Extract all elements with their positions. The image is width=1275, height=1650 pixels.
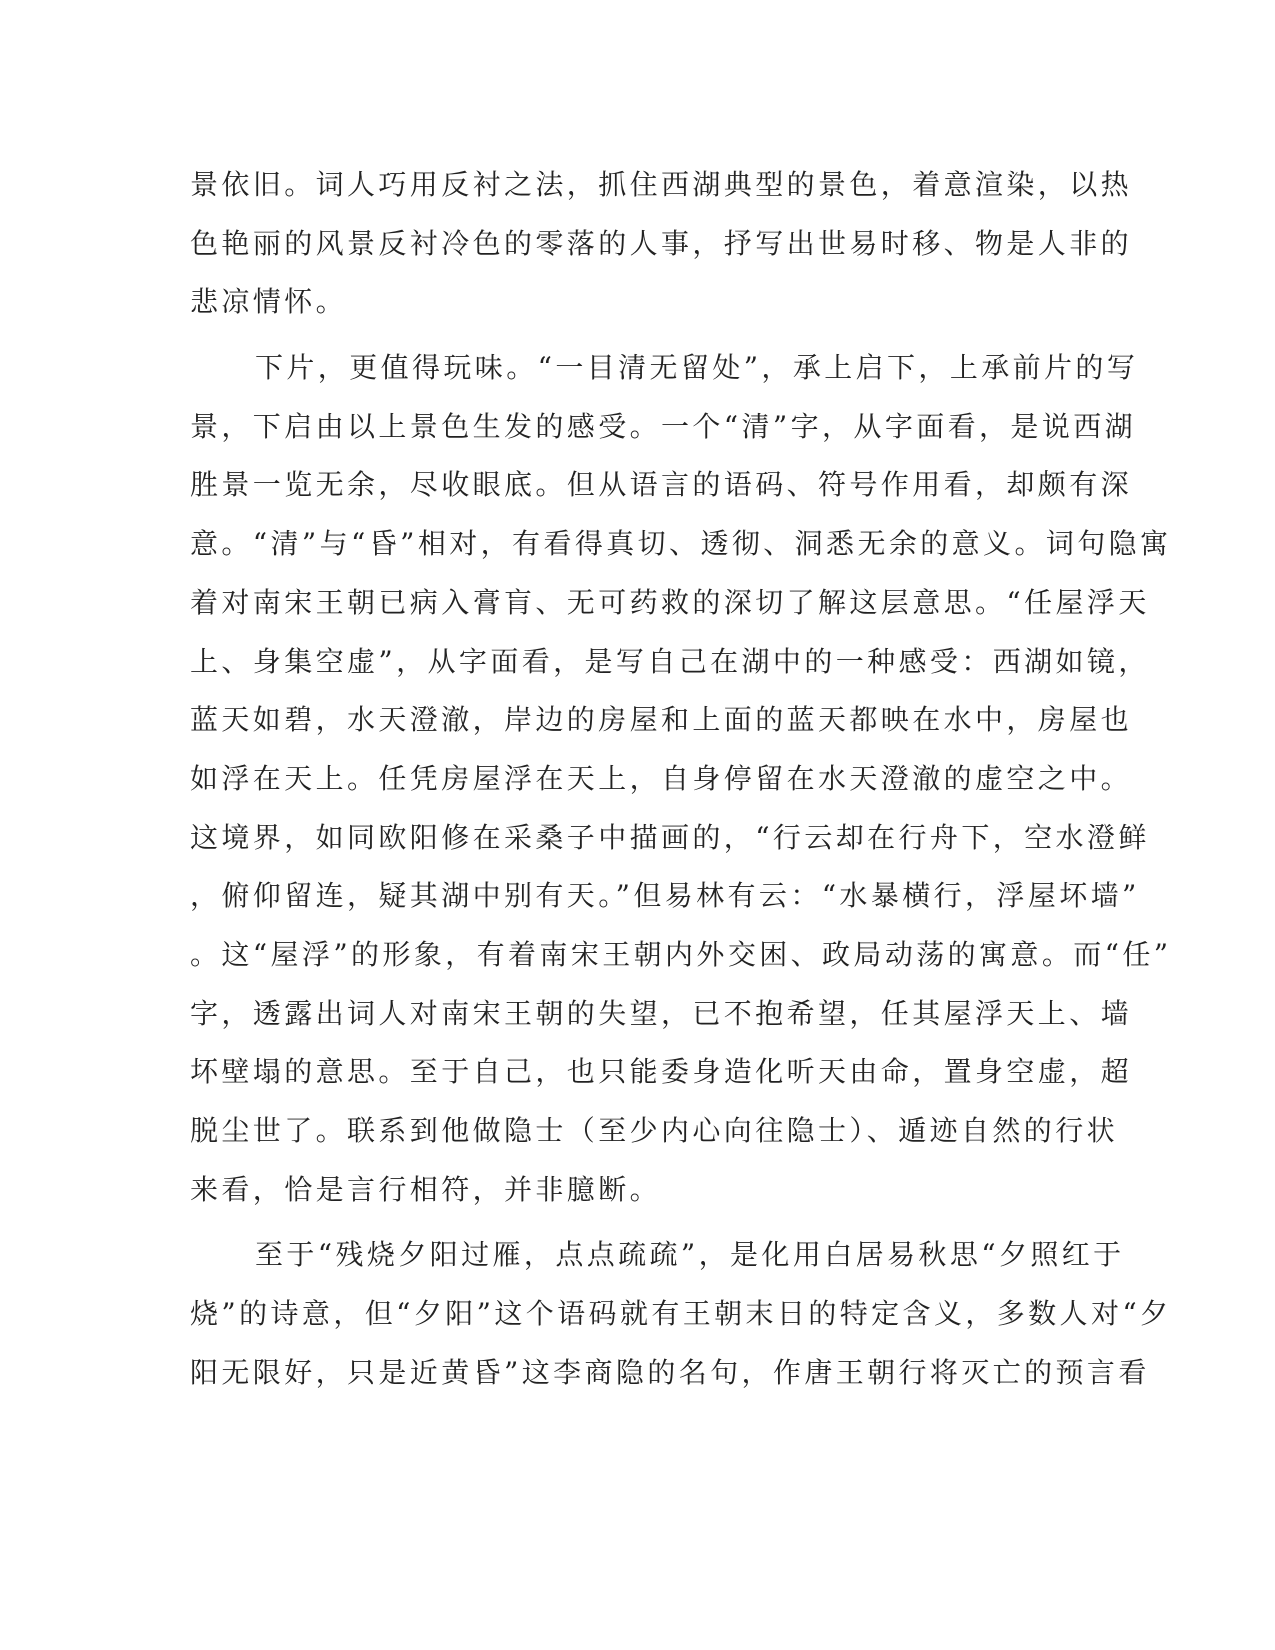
text-line: 悲凉情怀。 [190,285,348,319]
text-line: 这境界，如同欧阳修在采桑子中描画的，“行云却在行舟下，空水澄鲜 [190,820,1150,854]
paragraph-gap [190,332,1090,339]
paragraph-2 [190,339,1172,1219]
paragraph-1 [190,156,1133,332]
text-line: 景，下启由以上景色生发的感受。一个“清”字，从字面看，是说西湖 [190,409,1137,443]
body-text [190,156,1172,1402]
text-line-indented: 至于“残烧夕阳过雁，点点疏疏”，是化用白居易秋思“夕照红于 [255,1238,1125,1272]
text-line: 意。“清”与“昏”相对，有看得真切、透彻、洞悉无余的意义。词句隐寓 [190,527,1172,561]
text-line: 来看，恰是言行相符，并非臆断。 [190,1172,662,1206]
text-line: 坏壁塌的意思。至于自己，也只能委身造化听天由命，置身空虚，超 [190,1055,1133,1089]
text-line: ，俯仰留连，疑其湖中别有天。”但易林有云：“水暴横行，浮屋坏墙” [190,879,1140,913]
text-line: 景依旧。词人巧用反衬之法，抓住西湖典型的景色，着意渲染，以热 [190,168,1133,201]
text-line: 字，透露出词人对南宋王朝的失望，已不抱希望，任其屋浮天上、墙 [190,996,1133,1030]
paragraph-3 [190,1226,1172,1402]
text-line: 胜景一览无余，尽收眼底。但从语言的语码、符号作用看，却颇有深 [190,468,1133,502]
text-line: 脱尘世了。联系到他做隐士（至少内心向往隐士）、遁迹自然的行状 [190,1114,1119,1147]
text-line-indented: 下片，更值得玩味。“一目清无留处”，承上启下，上承前片的写 [255,351,1139,385]
text-line: 。这“屋浮”的形象，有着南宋王朝内外交困、政局动荡的寓意。而“任” [190,937,1172,971]
text-line: 阳无限好，只是近黄昏”这李商隐的名句，作唐王朝行将灭亡的预言看 [190,1355,1150,1389]
text-line: 如浮在天上。任凭房屋浮在天上，自身停留在水天澄澈的虚空之中。 [190,761,1133,795]
text-line: 色艳丽的风景反衬冷色的零落的人事，抒写出世易时移、物是人非的 [190,226,1133,260]
text-line: 着对南宋王朝已病入膏肓、无可药救的深切了解这层意思。“任屋浮天 [190,585,1150,619]
paragraph-gap [190,1219,1090,1226]
text-line: 蓝天如碧，水天澄澈，岸边的房屋和上面的蓝天都映在水中，房屋也 [190,703,1133,737]
text-line: 上、身集空虚”，从字面看，是写自己在湖中的一种感受：西湖如镜， [190,644,1150,678]
text-line: 烧”的诗意，但“夕阳”这个语码就有王朝末日的特定含义，多数人对“夕 [190,1297,1172,1331]
